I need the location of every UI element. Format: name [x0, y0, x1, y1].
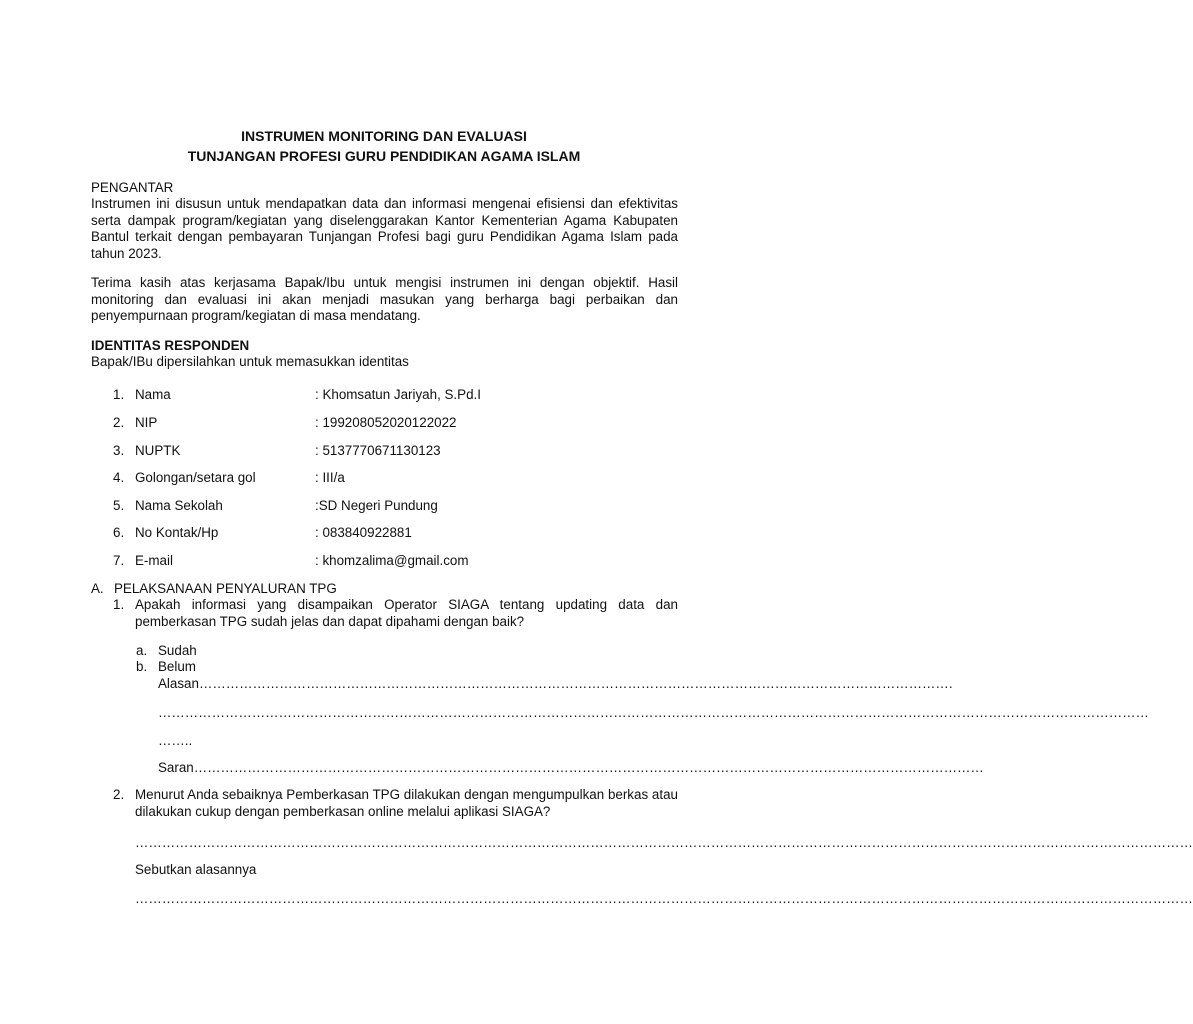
row-value: : 199208052020122022	[315, 415, 457, 430]
row-value: : khomzalima@gmail.com	[315, 553, 469, 568]
dotted-answer-line[interactable]: ……………………………………………………………………………………………………………………………………………………………………………………………………	[158, 705, 1149, 720]
row-number: 7.	[113, 553, 125, 568]
row-label: Nama Sekolah	[135, 498, 223, 513]
identity-row-golongan	[113, 470, 673, 487]
suggestion-line[interactable]: Saran……………………………………………………………………………………………………………………………………………………………	[158, 760, 984, 775]
reason-line[interactable]: Alasan…………………………………………………………………………………………………………………………………………………….	[158, 676, 953, 691]
section-letter: A.	[91, 581, 104, 596]
intro-paragraph: Instrumen ini disusun untuk mendapatkan data dan informasi mengenai efisiensi dan efektivitas serta dampak program/kegiatan yang diselenggarakan Kantor Kementerian Agama Kabupaten Bantul terkait dengan pembayaran Tunjangan Profesi bagi guru Pendidikan Agama Islam pada tahun 2023.	[91, 196, 678, 261]
row-number: 1.	[113, 387, 125, 402]
question-text: Apakah informasi yang disampaikan Operator SIAGA tentang updating data dan pemberkasan TPG sudah jelas dan dapat dipahami dengan baik?	[135, 597, 678, 629]
row-number: 2.	[113, 415, 125, 430]
document-subtitle: TUNJANGAN PROFESI GURU PENDIDIKAN AGAMA ISLAM	[187, 148, 581, 164]
thanks-paragraph: Terima kasih atas kerjasama Bapak/Ibu untuk mengisi instrumen ini dengan objektif. Hasil monitoring dan evaluasi ini akan menjadi masukan yang berharga bagi perbaikan dan penyempurnaan program/kegiatan di masa mendatang.	[91, 275, 678, 324]
row-label: No Kontak/Hp	[135, 525, 219, 540]
question-text: Menurut Anda sebaiknya Pemberkasan TPG dilakukan dengan mengumpulkan berkas atau dilakukan cukup dengan pemberkasan online melalui aplikasi SIAGA?	[135, 787, 678, 819]
question-number: 2.	[113, 787, 125, 802]
identity-instruction: Bapak/IBu dipersilahkan untuk memasukkan identitas	[91, 354, 409, 369]
row-number: 5.	[113, 498, 125, 513]
document-title: INSTRUMEN MONITORING DAN EVALUASI	[241, 128, 527, 144]
identity-row-contact	[113, 525, 673, 542]
dotted-answer-line-short[interactable]: ……..	[158, 733, 193, 748]
row-value: : Khomsatun Jariyah, S.Pd.I	[315, 387, 481, 402]
q2-reason-prompt: Sebutkan alasannya	[135, 862, 257, 877]
row-number: 4.	[113, 470, 125, 485]
question-number: 1.	[113, 597, 125, 612]
option-text: Belum	[158, 659, 196, 674]
row-label: NUPTK	[135, 443, 181, 458]
option-letter: a.	[136, 643, 148, 658]
identity-row-school	[113, 498, 673, 515]
row-label: Nama	[135, 387, 171, 402]
identity-row-email	[113, 553, 673, 570]
option-letter: b.	[136, 659, 148, 674]
identity-heading: IDENTITAS RESPONDEN	[91, 338, 250, 353]
section-title: PELAKSANAAN PENYALURAN TPG	[114, 581, 337, 596]
row-label: E-mail	[135, 553, 173, 568]
identity-row-nip	[113, 415, 673, 432]
row-label: NIP	[135, 415, 158, 430]
identity-row-name	[113, 387, 673, 404]
q2-reason-line[interactable]: …………………………………………………………………………………………………………………………………………………………………………………………………………………	[135, 891, 1193, 906]
row-value: : 5137770671130123	[315, 443, 441, 458]
row-number: 6.	[113, 525, 125, 540]
option-text: Sudah	[158, 643, 197, 658]
row-value: : III/a	[315, 470, 345, 485]
identity-row-nuptk	[113, 443, 673, 460]
intro-heading: PENGANTAR	[91, 180, 174, 195]
row-value: :SD Negeri Pundung	[315, 498, 438, 513]
row-number: 3.	[113, 443, 125, 458]
row-label: Golongan/setara gol	[135, 470, 256, 485]
q2-answer-line[interactable]: …………………………………………………………………………………………………………………………………………………………………………………………………………………	[135, 835, 1193, 850]
row-value: : 083840922881	[315, 525, 412, 540]
